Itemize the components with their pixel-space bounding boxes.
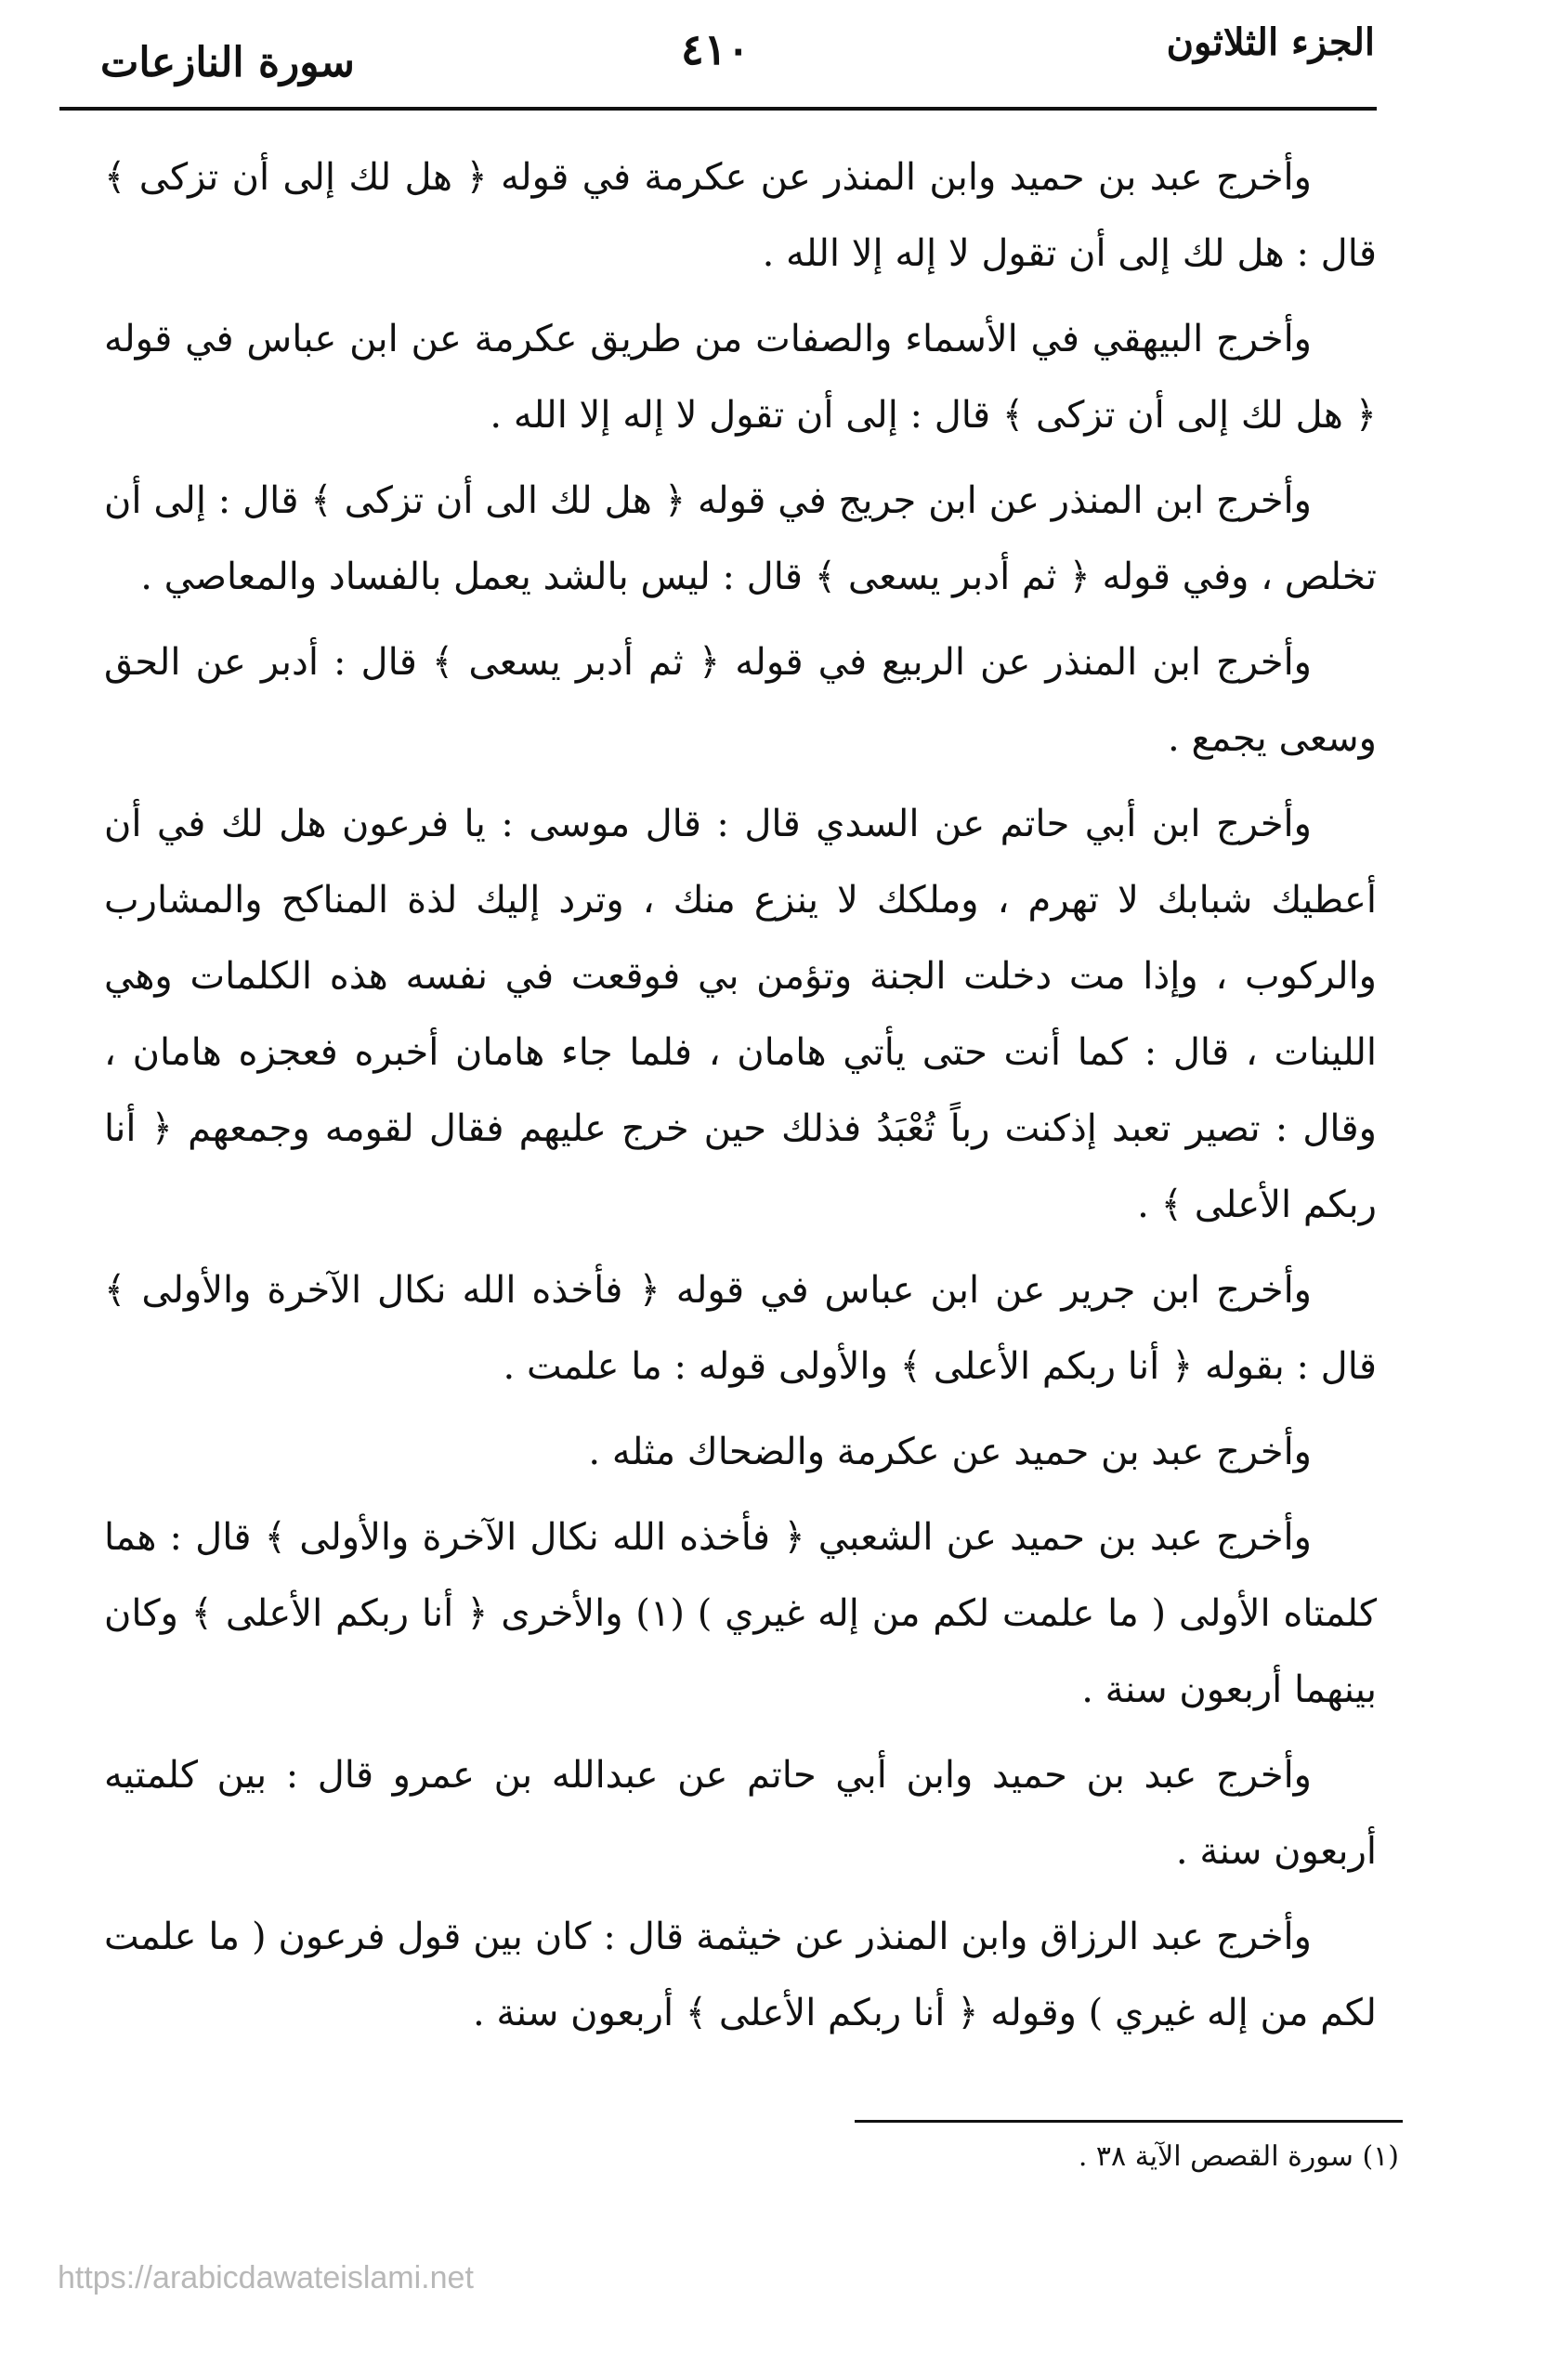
- paragraph: وأخرج عبد بن حميد وابن المنذر عن عكرمة في قوله ﴿ هل لك إلى أن تزكى ﴾ قال : هل لك إلى أن تقول لا إله إلا الله .: [104, 156, 1377, 275]
- page-number: ٤١٠: [680, 24, 751, 74]
- paragraph: وأخرج ابن المنذر عن ابن جريج في قوله ﴿ هل لك الى أن تزكى ﴾ قال : إلى أن تخلص ، وفي قوله ﴿ ثم أدبر يسعى ﴾ قال : ليس بالشد يعمل بالفساد والمعاصي .: [104, 479, 1377, 598]
- body-text: [104, 139, 1377, 2060]
- watermark-url: https://arabicdawateislami.net: [58, 2260, 474, 2295]
- surah-title: سورة النازعات: [100, 39, 355, 86]
- footnote-divider: [855, 2120, 1403, 2123]
- paragraph: وأخرج ابن المنذر عن الربيع في قوله ﴿ ثم أدبر يسعى ﴾ قال : أدبر عن الحق وسعى يجمع .: [104, 641, 1377, 760]
- paragraph: وأخرج عبد بن حميد عن عكرمة والضحاك مثله .: [588, 1431, 1312, 1473]
- juz-title: الجزء الثلاثون: [1166, 20, 1375, 64]
- paragraph: وأخرج عبد بن حميد وابن أبي حاتم عن عبدالله بن عمرو قال : بين كلمتيه أربعون سنة .: [104, 1754, 1377, 1873]
- paragraph: وأخرج عبد الرزاق وابن المنذر عن خيثمة قال : كان بين قول فرعون ( ما علمت لكم من إله غيري ) وقوله ﴿ أنا ربكم الأعلى ﴾ أربعون سنة .: [104, 1916, 1377, 2034]
- page-header: [56, 17, 1375, 91]
- paragraph: وأخرج البيهقي في الأسماء والصفات من طريق عكرمة عن ابن عباس في قوله ﴿ هل لك إلى أن تزكى ﴾ قال : إلى أن تقول لا إله إلا الله .: [104, 318, 1377, 437]
- footnote: (١) سورة القصص الآية ٣٨ .: [1078, 2140, 1399, 2173]
- header-divider: [59, 107, 1377, 111]
- paragraph: وأخرج عبد بن حميد عن الشعبي ﴿ فأخذه الله نكال الآخرة والأولى ﴾ قال : هما كلمتاه الأولى ( ما علمت لكم من إله غيري ) (١) والأخرى ﴿ أنا ربكم الأعلى ﴾ وكان بينهما أربعون سنة .: [104, 1516, 1377, 1711]
- paragraph: وأخرج ابن جرير عن ابن عباس في قوله ﴿ فأخذه الله نكال الآخرة والأولى ﴾ قال : بقوله ﴿ أنا ربكم الأعلى ﴾ والأولى قوله : ما علمت .: [104, 1269, 1377, 1388]
- paragraph: وأخرج ابن أبي حاتم عن السدي قال : قال موسى : يا فرعون هل لك في أن أعطيك شبابك لا تهرم ، وملكك لا ينزع منك ، وترد إليك لذة المناكح والمشارب والركوب ، وإذا مت دخلت الجنة وتؤمن بي فوقعت في نفسه هذه الكلمات وهي اللينات ، قال : كما أنت حتى يأتي هامان ، فلما جاء هامان أخبره فعجزه هامان ، وقال : تصير تعبد إذكنت رباً تُعْبَدُ فذلك حين خرج عليهم فقال لقومه وجمعهم ﴿ أنا ربكم الأعلى ﴾ .: [104, 803, 1377, 1226]
